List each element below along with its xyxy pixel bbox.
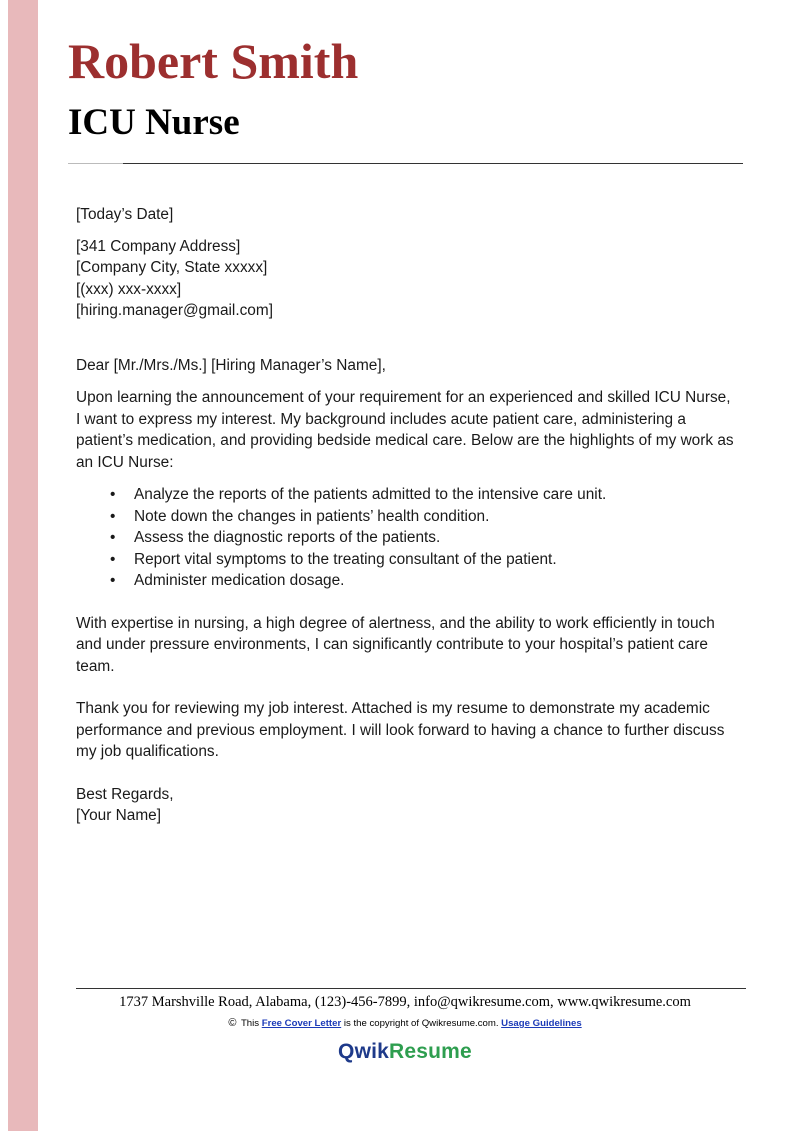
qwikresume-logo[interactable] <box>0 1040 800 1064</box>
salutation: Dear [Mr./Mrs./Ms.] [Hiring Manager’s Name], <box>76 356 386 374</box>
list-item-text: Report vital symptoms to the treating consultant of the patient. <box>134 550 557 568</box>
intro-paragraph: Upon learning the announcement of your requirement for an experienced and skilled ICU Nurse, I want to express my interest. My background includes acute patient care, administering a patient’s medication, and providing bedside medical care. Below are the highlights of my work as an ICU Nurse: <box>76 389 734 471</box>
job-title: ICU Nurse <box>68 102 240 143</box>
list-item <box>76 549 736 571</box>
free-cover-letter-link[interactable]: Free Cover Letter <box>261 1018 342 1029</box>
logo-text-qwik: Qwik <box>338 1040 390 1063</box>
copyright-prefix: This <box>240 1018 260 1029</box>
bullet-icon: • <box>110 507 116 525</box>
header-divider-fade <box>68 163 123 164</box>
address-line: [(xxx) xxx-xxxx] <box>76 280 182 298</box>
address-line: [341 Company Address] <box>76 237 241 255</box>
address-line: [Company City, State xxxxx] <box>76 259 268 276</box>
signature: [Your Name] <box>76 807 161 824</box>
copyright-middle: is the copyright of Qwikresume.com. <box>343 1018 499 1029</box>
list-item-text: Administer medication dosage. <box>134 572 345 589</box>
usage-guidelines-link[interactable]: Usage Guidelines <box>501 1018 582 1029</box>
footer-address: 1737 Marshville Road, Alabama, (123)-456-7899, info@qwikresume.com, www.qwikresume.com <box>119 994 691 1010</box>
bullet-icon: • <box>110 529 116 546</box>
list-item-text: Note down the changes in patients’ health condition. <box>134 507 490 525</box>
letter-date: [Today’s Date] <box>76 206 174 223</box>
list-item <box>76 527 736 549</box>
body-paragraph-2: With expertise in nursing, a high degree of alertness, and the ability to work efficiently in touch and under pressure environments, I can significantly contribute to your hospital’s patient care team. <box>76 614 715 675</box>
bullet-icon: • <box>110 550 116 568</box>
highlights-list <box>76 484 736 592</box>
body-paragraph-3: Thank you for reviewing my job interest. Attached is my resume to demonstrate my academic performance and previous employment. I will look forward to having a chance to further discuss my job qualifications. <box>76 700 725 760</box>
list-item-text: Assess the diagnostic reports of the patients. <box>134 529 441 546</box>
left-accent-bar <box>8 0 38 1131</box>
header-divider <box>68 163 743 164</box>
logo-text-resume: Resume <box>389 1040 472 1063</box>
list-item <box>76 570 736 592</box>
closing: Best Regards, <box>76 785 174 803</box>
bullet-icon: • <box>110 486 116 503</box>
applicant-name: Robert Smith <box>68 33 359 89</box>
letter-body <box>76 204 736 827</box>
recipient-address <box>76 236 736 322</box>
copyright-notice <box>0 1017 800 1029</box>
list-item-text: Analyze the reports of the patients admitted to the intensive care unit. <box>134 486 607 503</box>
address-line: [hiring.manager@gmail.com] <box>76 302 273 319</box>
footer-divider <box>76 988 746 989</box>
list-item <box>76 506 736 528</box>
bullet-icon: • <box>110 572 116 589</box>
copyright-icon: © <box>228 1017 237 1029</box>
list-item <box>76 484 736 506</box>
